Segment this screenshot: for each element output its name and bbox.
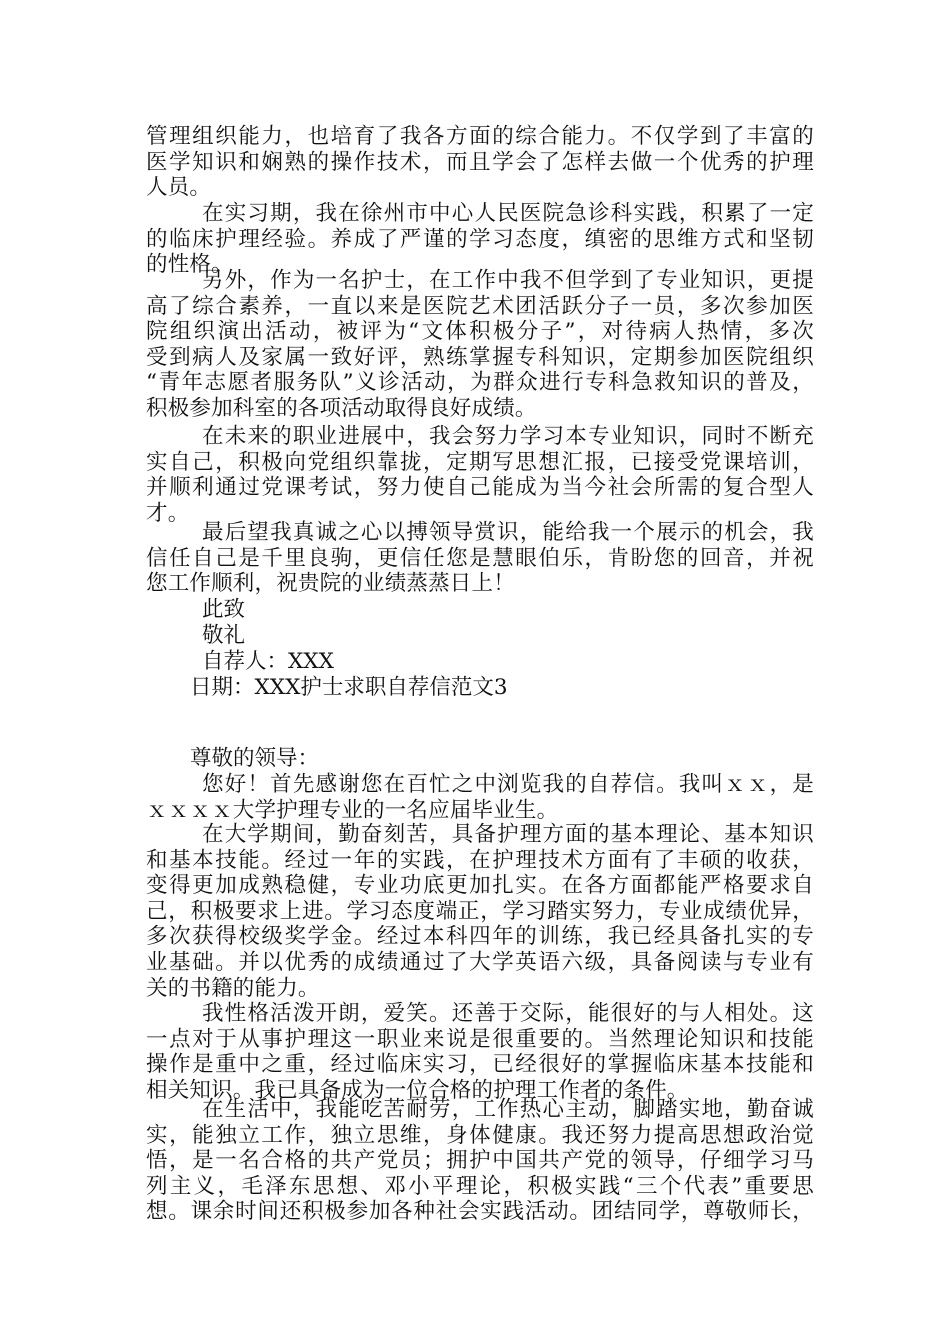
paragraph-skills <box>146 124 814 201</box>
text-line: 在实习期，我在徐州市中心人民医院急诊科实践，积累了一定 <box>202 201 814 226</box>
text-line: 管理组织能力，也培育了我各方面的综合能力。不仅学到了丰富的 <box>146 124 814 149</box>
text-line: 我性格活泼开朗，爱笑。还善于交际，能很好的与人相处。这 <box>202 1001 814 1026</box>
text-line: 业基础。并以优秀的成绩通过了大学英语六级，具备阅读与专业有 <box>146 949 814 975</box>
text-line: 医学知识和娴熟的操作技术，而且学会了怎样去做一个优秀的护理 <box>146 149 814 175</box>
text-line: 悟，是一名合格的共产党员；拥护中国共产党的领导，仔细学习马 <box>146 1148 814 1174</box>
text-line: 的性格。 <box>146 252 233 278</box>
text-line: 信任自己是千里良驹，更信任您是慧眼伯乐，肯盼您的回音，并祝 <box>146 545 814 571</box>
paragraph-university <box>146 822 814 1001</box>
closing-line-2: 敬礼 <box>202 623 246 648</box>
paragraph-personality <box>146 1001 814 1103</box>
text-line: 才。 <box>146 500 190 526</box>
text-line: 实自己，积极向党组织靠拢，定期写思想汇报，已接受党课培训， <box>146 449 814 475</box>
text-line: 您好！首先感谢您在百忙之中浏览我的自荐信。我叫ｘｘ，是 <box>202 772 814 797</box>
text-line: 在大学期间，勤奋刻苦，具备护理方面的基本理论、基本知识 <box>202 822 814 847</box>
text-line: 在生活中，我能吃苦耐劳，工作热心主动，脚踏实地，勤奋诚 <box>202 1097 814 1122</box>
paragraph-life <box>146 1097 814 1225</box>
text-line: 高了综合素养，一直以来是医院艺术团活跃分子一员，多次参加医 <box>146 293 814 319</box>
text-line: 受到病人及家属一致好评，熟练掌握专科知识，定期参加医院组织 <box>146 344 814 370</box>
salutation: 尊敬的领导： <box>190 746 320 771</box>
text-line: 人员。 <box>146 175 212 201</box>
text-line: 关的书籍的能力。 <box>146 975 320 1001</box>
text-line: 和基本技能。经过一年的实践，在护理技术方面有了丰硕的收获， <box>146 847 814 873</box>
closing-line-1: 此致 <box>202 597 246 622</box>
text-line: 己，积极要求上进。学习态度端正，学习踏实努力，专业成绩优异， <box>146 898 814 924</box>
text-line: 并顺利通过党课考试，努力使自己能成为当今社会所需的复合型人 <box>146 475 814 501</box>
paragraph-final-wish <box>146 520 814 597</box>
text-line: 最后望我真诚之心以搏领导赏识，能给我一个展示的机会，我 <box>202 520 814 545</box>
paragraph-internship <box>146 201 814 278</box>
signature-line: 自荐人：XXX <box>202 649 334 674</box>
text-line: “青年志愿者服务队”义诊活动，为群众进行专科急救知识的普及， <box>146 370 814 396</box>
text-line: 院组织演出活动，被评为“文体积极分子”，对待病人热情，多次 <box>146 319 814 345</box>
paragraph-greeting <box>146 772 814 823</box>
text-line: 操作是重中之重，经过临床实习，已经很好的掌握临床基本技能和 <box>146 1052 814 1078</box>
text-line: 您工作顺利，祝贵院的业绩蒸蒸日上！ <box>146 571 515 597</box>
paragraph-nurse-work <box>146 268 814 422</box>
text-line: 想。课余时间还积极参加各种社会实践活动。团结同学，尊敬师长， <box>146 1199 814 1225</box>
text-line: 在未来的职业进展中，我会努力学习本专业知识，同时不断充 <box>202 424 814 449</box>
text-line: 变得更加成熟稳健，专业功底更加扎实。在各方面都能严格要求自 <box>146 873 814 899</box>
text-line: 的临床护理经验。养成了严谨的学习态度，缜密的思维方式和坚韧 <box>146 226 814 252</box>
text-line: 积极参加科室的各项活动取得良好成绩。 <box>146 395 537 421</box>
text-line: ｘｘｘｘ大学护理专业的一名应届毕业生。 <box>146 797 559 823</box>
text-line: 列主义，毛泽东思想、邓小平理论，积极实践“三个代表”重要思 <box>146 1173 814 1199</box>
text-line: 实，能独立工作，独立思维，身体健康。我还努力提高思想政治觉 <box>146 1122 814 1148</box>
text-line: 多次获得校级奖学金。经过本科四年的训练，我已经具备扎实的专 <box>146 924 814 950</box>
text-line: 相关知识。我已具备成为一位合格的护理工作者的条件。 <box>146 1077 689 1103</box>
text-line: 另外，作为一名护士，在工作中我不但学到了专业知识，更提 <box>202 268 814 293</box>
text-line: 一点对于从事护理这一职业来说是很重要的。当然理论知识和技能 <box>146 1026 814 1052</box>
paragraph-future-career <box>146 424 814 526</box>
date-and-section-title: 日期：XXX护士求职自荐信范文3 <box>190 675 508 700</box>
